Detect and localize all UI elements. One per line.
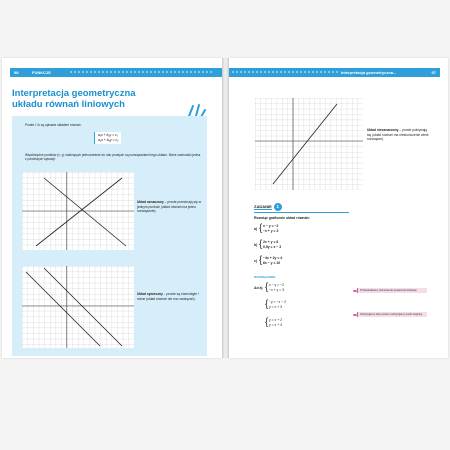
brace-icon: {: [259, 223, 263, 234]
ad-label: Ad a): [254, 286, 263, 290]
solution-step-2-eq1: −y = −x − 2: [269, 300, 286, 304]
theory-box: [12, 116, 207, 356]
solution-step-2: [254, 300, 314, 312]
solution-step-1-eq2: −x + y = 3: [269, 288, 284, 292]
brace-icon: {: [259, 239, 263, 250]
system-eq-2: a₂x + b₂y = c₂: [98, 138, 119, 142]
task-item-a-label: a): [254, 227, 258, 231]
task-item-b-label: b): [254, 243, 258, 247]
system-box: [94, 132, 121, 144]
graph-coincident: [255, 98, 363, 190]
solution-step-2-eq2: y = x + 3: [269, 305, 283, 309]
task-header: [254, 203, 282, 211]
case-parallel-desc: – proste są równoległe i różne (układ równań nie ma rozwiązań).: [137, 292, 199, 301]
case-parallel-term: Układ sprzeczny: [137, 292, 163, 296]
task-item-c-label: c): [254, 259, 258, 263]
task-item-b: [254, 240, 314, 252]
margin-note-1: [357, 288, 427, 293]
right-header-bar: [229, 68, 440, 77]
header-dots: [70, 71, 212, 74]
solution-step-3-eq2: y = x + 3: [269, 323, 283, 327]
pin-icon: [353, 314, 357, 316]
brace-icon: {: [265, 317, 269, 328]
solution-step-1: [254, 283, 314, 295]
right-section-title: Interpretacja geometryczna...: [341, 70, 397, 75]
graph-intersecting: [22, 172, 134, 250]
task-item-c-eq1: −4x + 2y = 4: [263, 256, 283, 260]
pin-icon: [353, 290, 357, 292]
solution-label: ROZWIĄZANIE:: [254, 275, 277, 279]
case-intersecting-desc: – proste przecinają się w jednym punkcie (układ równań ma jedno rozwiązanie).: [137, 200, 201, 213]
right-page-number: 97: [431, 70, 436, 75]
right-page: [229, 58, 448, 358]
case-coincident-desc: – proste pokrywają się (układ równań ma nieskończenie wiele rozwiązań).: [367, 128, 429, 141]
brace-icon: {: [265, 299, 269, 310]
left-page-number: 98: [14, 70, 19, 75]
margin-note-1-text: Przekształcamy równania do postaci kierunkowej.: [360, 289, 418, 292]
solution-step-3: [254, 318, 314, 330]
task-divider: [254, 212, 349, 213]
task-item-a-eq1: x − y = −2: [263, 224, 279, 228]
explanation-paragraph: Współrzędne punktów (x, y) należących jednocześnie do obu prostych są rozwiązaniami tego układu. Może zachodzić jedna z poniższych sytuacji:: [25, 153, 201, 162]
header-dots-right: [232, 71, 338, 74]
case-intersecting-term: Układ oznaczony: [137, 200, 164, 204]
left-section-title: FUNKCJE: [32, 70, 51, 75]
task-number-badge: 1: [274, 203, 282, 211]
task-item-c: [254, 256, 314, 268]
task-item-a: [254, 224, 314, 236]
task-item-b-eq1: 2x + y = 6: [263, 240, 279, 244]
case-intersecting-text: [137, 200, 201, 214]
book-gutter: [222, 58, 229, 358]
solution-step-3-eq1: y = x + 2: [269, 318, 283, 322]
task-item-b-eq2: 0,5y = x − 3: [263, 245, 282, 249]
system-eq-1: a₁x + b₁y = c₁: [98, 133, 118, 137]
intro-text: Proste l i k są opisane układem równań:: [25, 123, 82, 127]
task-item-c-eq2: 6x − y = 10: [263, 261, 281, 265]
case-parallel-text: [137, 292, 201, 301]
graph-parallel: [22, 266, 134, 348]
margin-note-2-text: Odczytujemy obie proste i odczytujemy punkt wspólny.: [360, 313, 423, 316]
left-header-bar: [10, 68, 222, 77]
case-coincident-text: [367, 128, 431, 142]
margin-note-2: [357, 312, 427, 317]
brace-icon: {: [259, 255, 263, 266]
case-coincident-term: Układ nieoznaczony: [367, 128, 399, 132]
solution-step-1-eq1: x − y = −2: [269, 283, 284, 287]
left-page: [2, 58, 222, 358]
task-prompt: Rozwiąż graficznie układ równań:: [254, 216, 310, 220]
task-label: ZADANIE: [254, 204, 272, 209]
brace-icon: {: [265, 282, 269, 293]
task-item-a-eq2: −x + y = 3: [263, 229, 279, 233]
page-title: Interpretacja geometryczna układu równań liniowych: [12, 88, 136, 110]
